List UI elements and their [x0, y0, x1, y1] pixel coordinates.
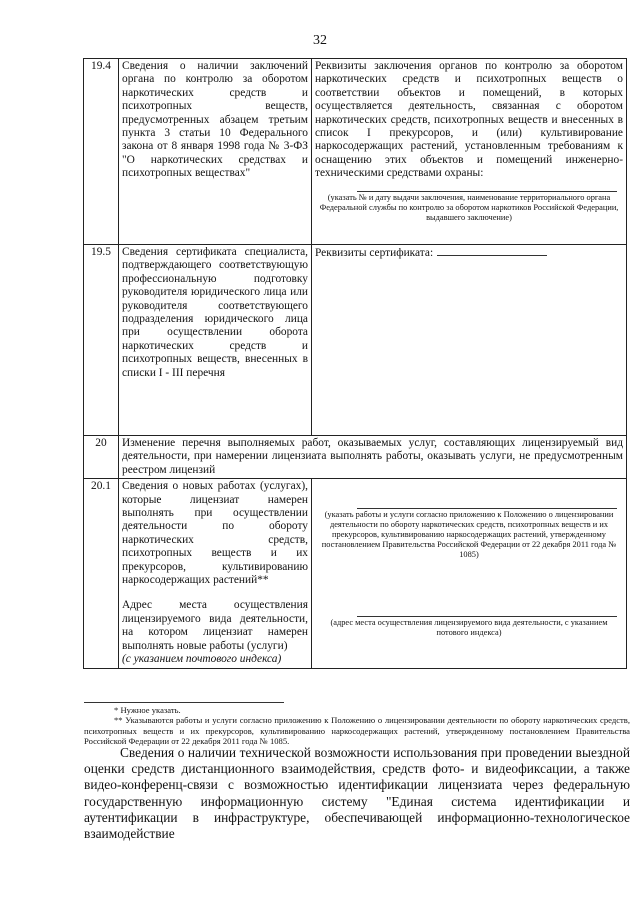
conclusion-hint: (указать № и дату выдачи заключения, наименование территориального органа Федеральной службы по контролю за оборотом наркотиков Российской Федерации, выдавшего заключение)	[319, 192, 619, 222]
table-row-19-4	[84, 59, 627, 245]
new-works-fields-cell	[312, 479, 627, 668]
certificate-details-label: Реквизиты сертификата:	[315, 247, 434, 259]
table-row-20-1	[84, 479, 627, 668]
new-works-hint: (указать работы и услуги согласно приложению к Положению о лицензировании деятельности по обороту наркотических средств, психотропных веществ и их прекурсоров, культивированию наркосодержащих растений, утвержденному постановлением Правительства Российской Федерации от 22 декабря 2011 года № 1085)	[321, 510, 617, 560]
new-works-input-line[interactable]	[357, 508, 617, 509]
conclusion-input-line[interactable]	[357, 191, 617, 192]
page-number: 32	[313, 33, 327, 48]
license-form-table	[83, 58, 627, 669]
certificate-details-cell	[312, 245, 627, 436]
row-number: 19.4	[84, 59, 119, 245]
footnote-divider	[84, 702, 284, 703]
activity-address-label: Адрес места осуществления лицензируемого вида деятельности, на котором лицензиат намерен выполнять новые работы (услуги)	[122, 599, 308, 652]
address-hint: (адрес места осуществления лицензируемого вида деятельности, с указанием потового индекса)	[330, 618, 608, 638]
conclusion-info-label: Сведения о наличии заключений органа по контролю за оборотом наркотических средств и психотропных веществ, предусмотренных абзацем третьим пункта 3 статьи 10 Федерального закона от 8 января 1998 года № 3-ФЗ "О наркотических средствах и психотропных веществах"	[119, 59, 312, 245]
row-number: 20	[84, 436, 119, 479]
works-change-heading: Изменение перечня выполняемых работ, оказываемых услуг, составляющих лицензируемый вид деятельности, при намерении лицензиата выполнять работы, оказывать услуги, не предусмотренным реестром лицензий	[119, 436, 627, 479]
table-row-20	[84, 436, 627, 479]
address-input-line[interactable]	[357, 616, 617, 617]
conclusion-details-cell	[312, 59, 627, 245]
footnote-1: * Нужное указать.	[114, 705, 181, 715]
body-paragraph: Сведения о наличии технической возможности использования при проведении выездной оценки средств дистанционного взаимодействия, средств фото- и видеофиксации, а также видео-конференц-связи с возможностью идентификации лицензиата через федеральную государственную информационную систему "Единая система идентификации и аутентификации в инфраструктуре, обеспечивающей информационно-технологическое взаимодействие	[84, 745, 630, 842]
row-number: 19.5	[84, 245, 119, 436]
certificate-input-line[interactable]	[437, 246, 547, 256]
row-number: 20.1	[84, 479, 119, 668]
conclusion-details-text: Реквизиты заключения органов по контролю за оборотом наркотических средств и психотропных веществ о соответствии объектов и помещений, в которых осуществляется деятельность, связанная с оборотом наркотических средств, психотропных веществ и внесенных в список I прекурсоров, и (или) культивирование наркосодержащих растений, установленным требованиям к оснащению этих объектов и помещений инженерно-техническими средствами охраны:	[315, 60, 623, 180]
new-works-label-cell	[119, 479, 312, 668]
footnotes	[84, 702, 630, 747]
new-works-label: Сведения о новых работах (услугах), которые лицензиат намерен выполнять при осуществлении деятельности по обороту наркотических средств, психотропных веществ и их прекурсоров, культивированию наркосодержащих растений**	[122, 480, 308, 587]
certificate-info-label: Сведения сертификата специалиста, подтверждающего соответствующую профессиональную подготовку руководителя юридического лица или руководителя соответствующего подразделения юридического лица при осуществлении оборота наркотических средств и психотропных веществ, внесенных в списки I - III перечня	[119, 245, 312, 436]
postal-index-note: (с указанием почтового индекса)	[122, 653, 282, 666]
table-row-19-5	[84, 245, 627, 436]
footnote-2: ** Указываются работы и услуги согласно приложению к Положению о лицензировании деятельности по обороту наркотических средств, психотропных веществ и их прекурсоров, культивированию наркосодержащих растений, утвержденному постановлением Правительства Российской Федерации от 22 декабря 2011 года № 1085.	[84, 715, 630, 747]
